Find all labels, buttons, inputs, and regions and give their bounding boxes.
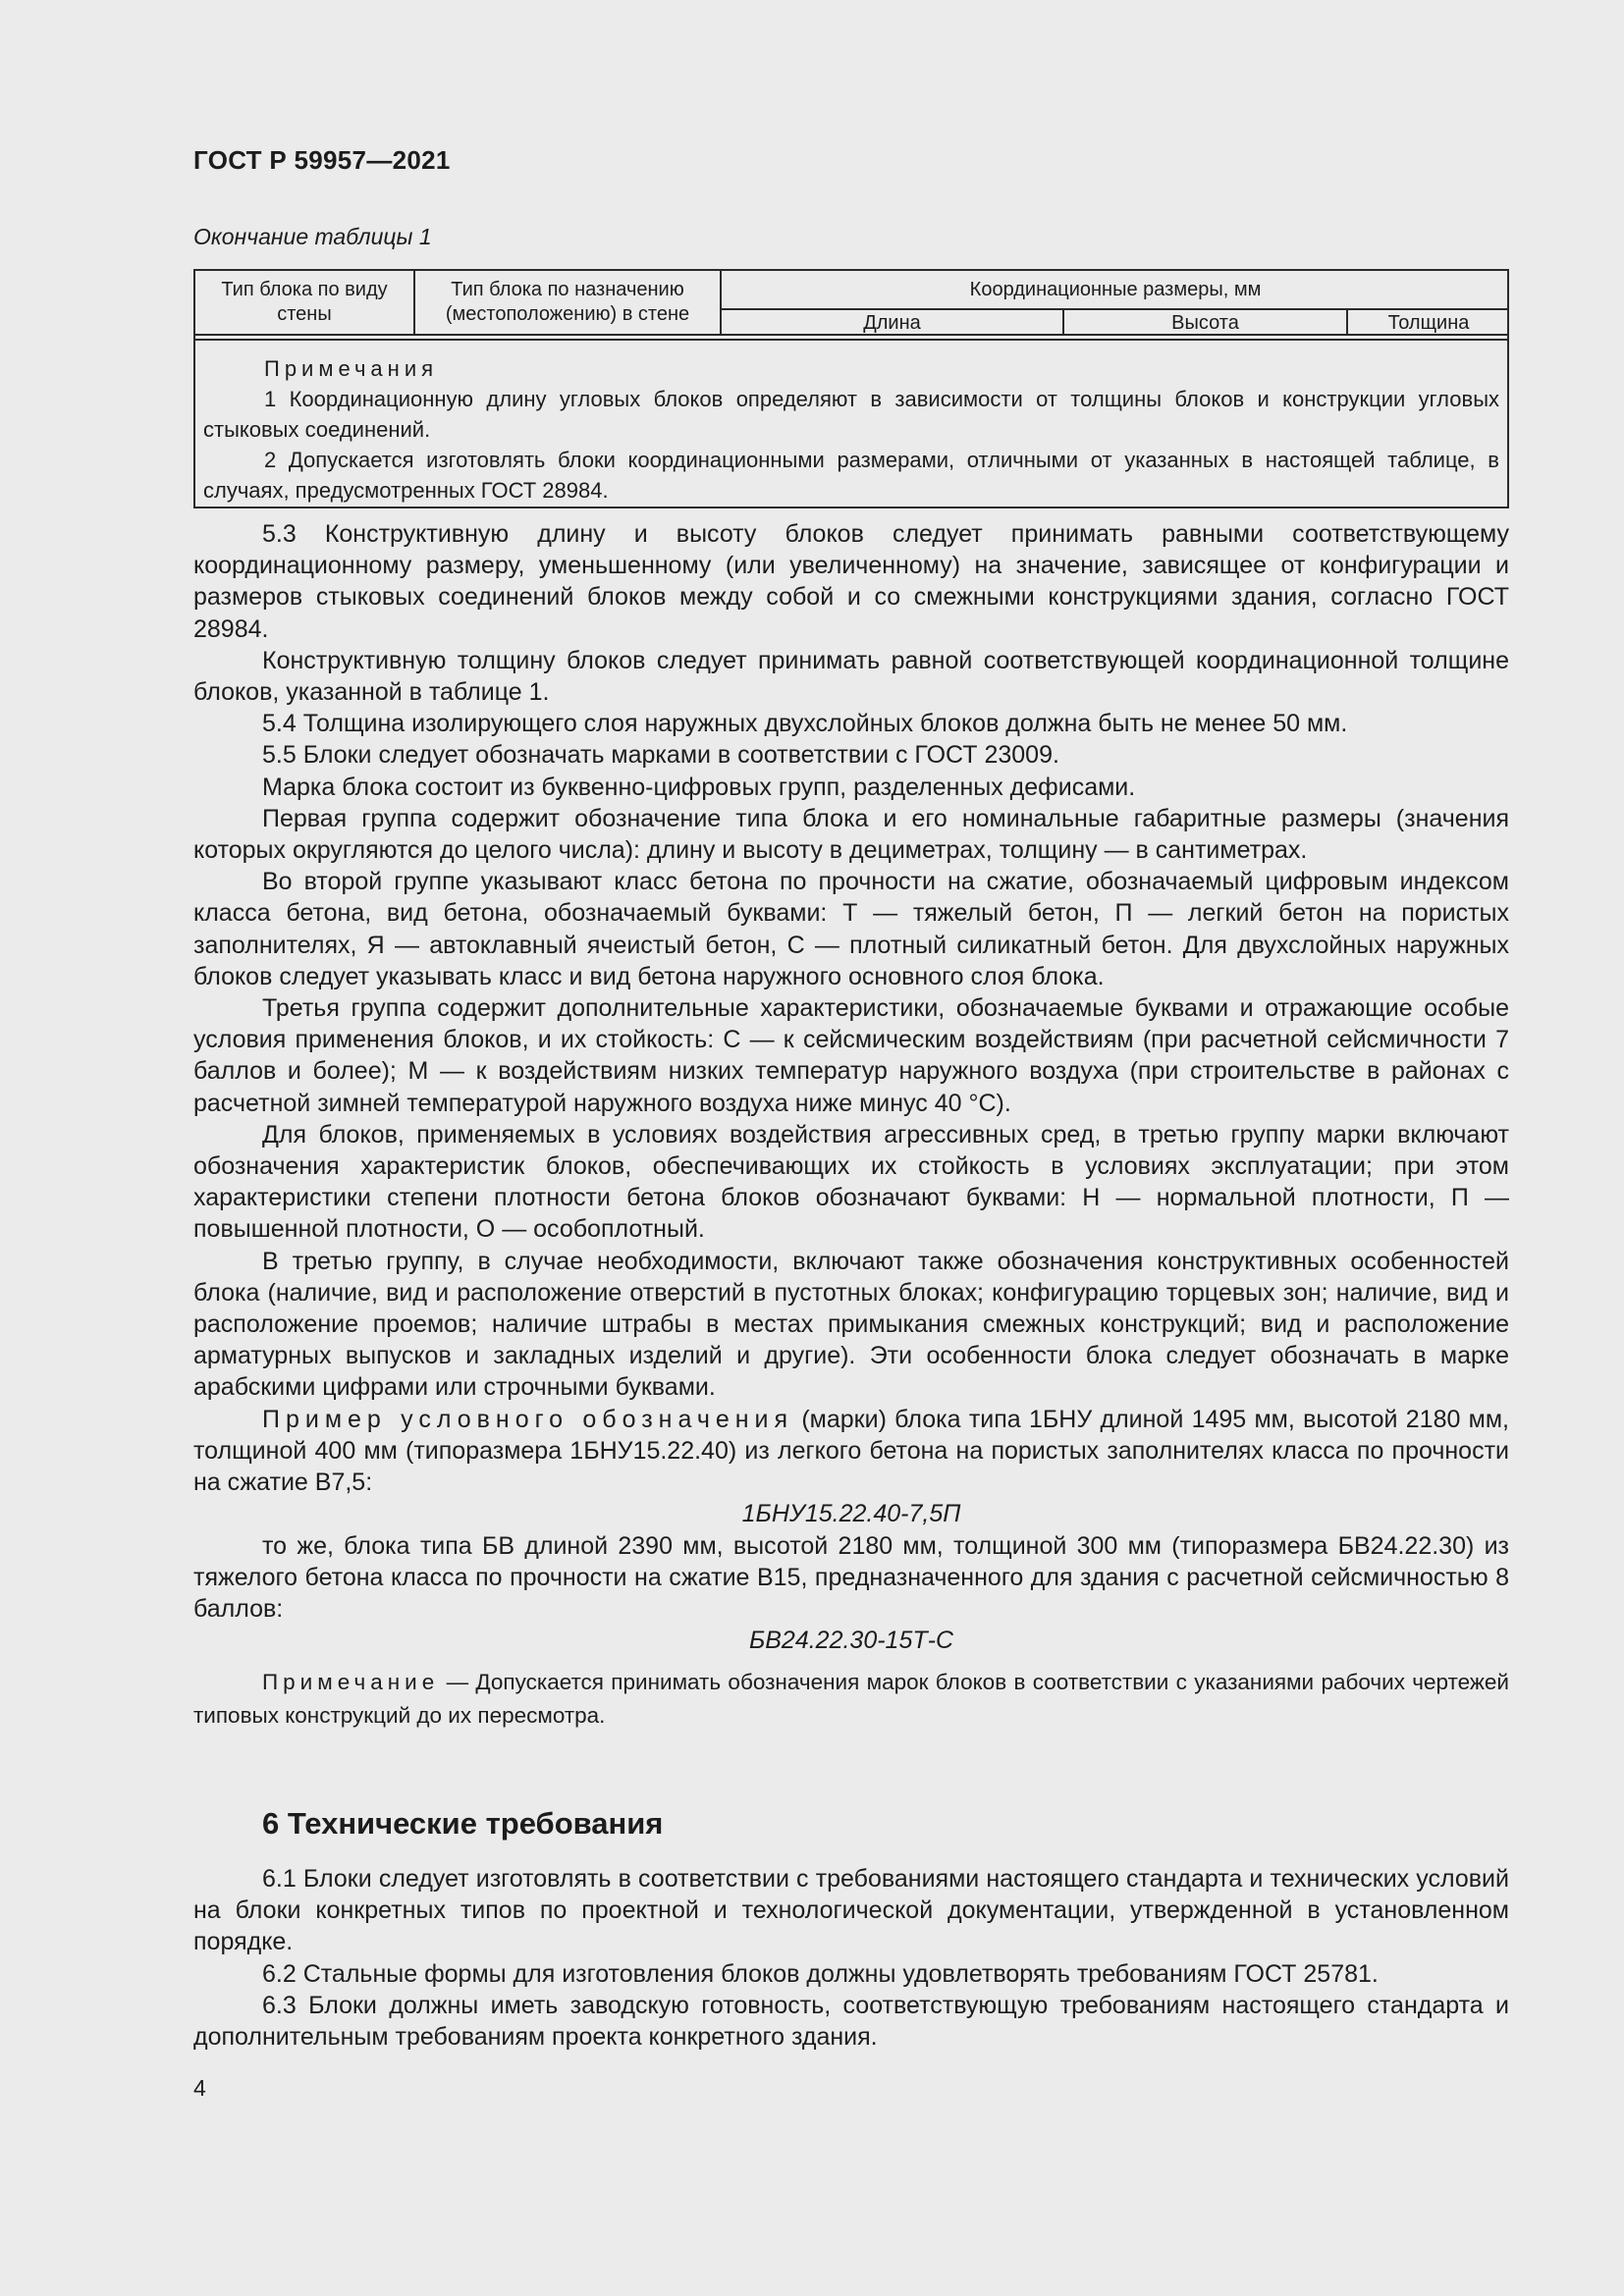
paragraph-5-5: 5.5 Блоки следует обозначать марками в соответствии с ГОСТ 23009. [262,741,1059,770]
table-header-wall-type: Тип блока по виду стены [221,279,388,325]
table-header-thickness: Толщина [1387,311,1470,334]
table-header-coord-sizes: Координационные размеры, мм [969,278,1262,300]
paragraph-6-2: 6.2 Стальные формы для изготовления блоков должны удовлетворять требованиям ГОСТ 25781. [262,1959,1379,1988]
main-text [193,518,1509,1733]
page-number: 4 [193,2075,206,2101]
dimensions-table [193,269,1509,508]
paragraph-6-1: 6.1 Блоки следует изготовлять в соответствии с требованиями настоящего стандарта и технических условий на блоки конкретных типов по проектной и технологической документации, утвержденной в установленном порядке. [193,1865,1509,1956]
mark-example-2: БВ24.22.30-15Т-С [748,1627,954,1655]
mark-example-1: 1БНУ15.22.40-7,5П [741,1500,961,1528]
paragraph-aggressive-env: Для блоков, применяемых в условиях воздействия агрессивных сред, в третью группу марки включают обозначения характеристик блоков, обеспечивающих их стойкость в условиях эксплуатации; при этом характеристики степени плотности бетона блоков обозначают буквами: Н — нормальной плотности, П — повышенной плотности, О — особоплотный. [193,1120,1509,1244]
paragraph-note [193,1666,1509,1733]
table-caption: Окончание таблицы 1 [193,224,432,249]
paragraph-example [193,1404,1509,1499]
table-header-double-line [195,339,1507,341]
note-label: Примечание [262,1670,440,1695]
paragraph-design-features: В третью группу, в случае необходимости, включают также обозначения конструктивных особенностей блока (наличие, вид и расположение отверстий в пустотных блоках; конфигурацию торцевых зон; наличие, вид и расположение проемов; наличие штрабы в местах примыкания смежных конструкций; вид и расположение арматурных выпусков и закладных изделий и другие). Эти особенности блока следует обозначать в марке арабскими цифрами или строчными буквами. [193,1247,1509,1402]
paragraph-5-3: 5.3 Конструктивную длину и высоту блоков следует принимать равными соответствующему координационному размеру, уменьшенному (или увеличенному) на значение, зависящее от конфигурации и размеров стыковых соединений блоков между собой и со смежными конструкциями здания, согласно ГОСТ 28984. [193,520,1509,643]
table-notes [203,353,1499,506]
table-header-height: Высота [1171,311,1239,334]
paragraph-second-group: Во второй группе указывают класс бетона по прочности на сжатие, обозначаемый цифровым индексом класса бетона, вид бетона, обозначаемый буквами: Т — тяжелый бетон, П — легкий бетон на пористых заполнителях, Я — автоклавный ячеистый бетон, С — плотный силикатный бетон. Для двухслойных наружных блоков следует указывать класс и вид бетона наружного основного слоя блока. [193,868,1509,990]
example-text: (марки) блока типа 1БНУ длиной 1495 мм, высотой 2180 мм, толщиной 400 мм (типоразмера 1БНУ15.22.40) из легкого бетона на пористых заполнителях класса по прочности на сжатие В7,5: [193,1405,1509,1497]
section-6-text [193,1863,1509,2053]
standard-header: ГОСТ Р 59957—2021 [193,145,451,175]
table-header-length: Длина [863,311,921,334]
paragraph-mark-groups: Марка блока состоит из буквенно-цифровых групп, разделенных дефисами. [262,773,1136,801]
paragraph-5-4: 5.4 Толщина изолирующего слоя наружных двухслойных блоков должна быть не менее 50 мм. [262,710,1348,738]
paragraph-example-2: то же, блока типа БВ длиной 2390 мм, высотой 2180 мм, толщиной 300 мм (типоразмера БВ24.22.30) из тяжелого бетона класса по прочности на сжатие В15, предназначенного для здания с расчетной сейсмичностью 8 баллов: [193,1531,1509,1623]
paragraph-first-group: Первая группа содержит обозначение типа блока и его номинальные габаритные размеры (значения которых округляются до целого числа): длину и высоту в дециметрах, толщину — в сантиметрах. [193,804,1509,865]
paragraph-thickness: Конструктивную толщину блоков следует принимать равной соответствующей координационной толщине блоков, указанной в таблице 1. [193,646,1509,707]
notes-title: Примечания [264,356,439,381]
note-2: 2 Допускается изготовлять блоки координационными размерами, отличными от указанных в настоящей таблице, в случаях, предусмотренных ГОСТ 28984. [203,448,1499,503]
paragraph-6-3: 6.3 Блоки должны иметь заводскую готовность, соответствующую требованиям настоящего стандарта и дополнительным требованиям проекта конкретного здания. [193,1991,1509,2052]
table-header-purpose-type: Тип блока по назначению (местоположению) в стене [445,279,690,325]
note-text: — Допускается принимать обозначения марок блоков в соответствии с указаниями рабочих чертежей типовых конструкций до их пересмотра. [193,1670,1509,1729]
section-6-title: 6 Технические требования [262,1806,664,1841]
paragraph-third-group: Третья группа содержит дополнительные характеристики, обозначаемые буквами и отражающие особые условия применения блоков, и их стойкость: С — к сейсмическим воздействиям (при расчетной сейсмичности 7 баллов и более); М — к воздействиям низких температур наружного воздуха (при строительстве в районах с расчетной зимней температурой наружного воздуха ниже минус 40 °С). [193,994,1509,1117]
note-1: 1 Координационную длину угловых блоков определяют в зависимости от толщины блоков и конструкции угловых стыковых соединений. [203,387,1499,442]
example-label: Пример условного обозначения [262,1405,794,1433]
